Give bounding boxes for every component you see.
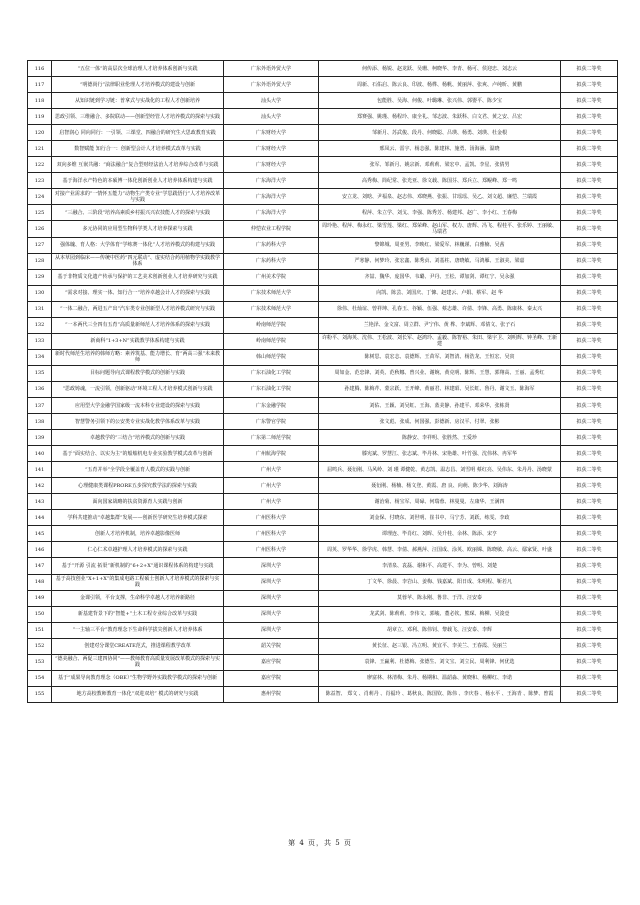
award-level: 拟获二等奖 — [561, 446, 618, 462]
row-number: 151 — [28, 622, 52, 638]
award-level: 拟获二等奖 — [561, 414, 618, 430]
award-level: 拟获二等奖 — [561, 510, 618, 526]
institution-name: 广东财经大学 — [224, 125, 319, 141]
row-number: 136 — [28, 381, 52, 397]
award-level: 拟获二等奖 — [561, 397, 618, 413]
award-level: 拟获二等奖 — [561, 381, 618, 397]
team-members: 胡章立、邓利、陈伟钊、黎载飞、汪安泰、李辉 — [319, 622, 561, 638]
team-members: 向凯、陈芸、刘国庆、丁慷、赵建云、卢娟、蔡军、赵 华 — [319, 285, 561, 301]
award-level: 拟获二等奖 — [561, 606, 618, 622]
institution-name: 广东外语外贸大学 — [224, 61, 319, 77]
achievement-title: “明德尚行”法律职业伦理人才培养模式的建设与创新 — [52, 77, 224, 93]
institution-name: 广东海洋大学 — [224, 173, 319, 189]
institution-name: 广东石油化工学院 — [224, 365, 319, 381]
award-level: 拟获二等奖 — [561, 61, 618, 77]
team-members: 高秀梅、简纪常、张光亚、徐文载、陈国芬、郑兵立、郑鲲峰、郑一鸣 — [319, 173, 561, 189]
achievement-title: “五育并举”全学段全覆盖育人模式的实践与创新 — [52, 462, 224, 478]
achievement-title: 地方高校教师教育一体化“双进双培” 模式的研究与实践 — [52, 686, 224, 702]
team-members: 丁文华、徐晨、李岩山、姜梅、钱嘉斌、阳日成、朱明程、靳若凡 — [319, 574, 561, 590]
achievement-title: 基于非物质文化遗产传承与保护的工艺美术创新创业人才培养研究与实践 — [52, 269, 224, 285]
table-row — [28, 574, 618, 590]
table-row — [28, 494, 618, 510]
award-level: 拟获二等奖 — [561, 430, 618, 446]
row-number: 127 — [28, 237, 52, 253]
table-row — [28, 125, 618, 141]
institution-name: 汕头大学 — [224, 109, 319, 125]
row-number: 118 — [28, 93, 52, 109]
achievement-title: 对接产业需求的“一情怀五能力”动物生产类专业“学思践悟行”人才培养改革与实践 — [52, 189, 224, 205]
team-members: 孙建腾、陈梅芹、蒙宗跃、王开峰、黄丽君、林建昭、吴长虹、鲁丹、谢文玉、陈海军 — [319, 381, 561, 397]
table-row — [28, 109, 618, 125]
table-row — [28, 510, 618, 526]
table-row — [28, 558, 618, 574]
achievement-title: 仁心仁术卓越护理人才培养模式的探索与实践 — [52, 542, 224, 558]
award-list-table-container — [27, 60, 617, 703]
team-members: 兰艳泽、金文富、周立群、尹宁伟、黄 桦、李斌辉、邓倩文、张子石 — [319, 317, 561, 333]
row-number: 139 — [28, 430, 52, 446]
institution-name: 广东石油化工学院 — [224, 381, 319, 397]
institution-name: 韩山师范学院 — [224, 349, 319, 365]
award-level: 拟获二等奖 — [561, 462, 618, 478]
row-number: 121 — [28, 141, 52, 157]
award-level: 拟获二等奖 — [561, 77, 618, 93]
team-members: 莫蓉苹、陈永刚、鲁非、于洋、汪安泰 — [319, 590, 561, 606]
table-row — [28, 301, 618, 317]
team-members: 刘金保、付晓东、刘世明、崔书中、马宁芳、刘跃、练雯、李政 — [319, 510, 561, 526]
table-row — [28, 397, 618, 413]
achievement-title: 基于高技创业“X+1+X”的集成电路工程硕士创新人才培养模式的探索与实践 — [52, 574, 224, 590]
team-members: 滕宪斌、罗慧江、张志斌、毕丹林、宋艳雄、叶竹强、沈伟林、冉军华 — [319, 446, 561, 462]
team-members: 龙武剑、陈莉莉、李伟文、郭峻、董必钦、熊琛、梅柳、吴浚壹 — [319, 606, 561, 622]
achievement-title: “一体二融合，两进五产出”汽车类专业创新型人才培养模式研究与实践 — [52, 301, 224, 317]
row-number: 132 — [28, 317, 52, 333]
achievement-title: 心理健康类课程PRORE五步探究教学法的探索与实践 — [52, 478, 224, 494]
team-members: 李清泉、袁磊、谢和平、高建平、李为、曾明、刘楚 — [319, 558, 561, 574]
row-number: 143 — [28, 494, 52, 510]
team-members: 陈益智、 郑文 、肖莉丹 、肖福玲 、葛秋良、陈国钦、陈伟 、李庆春 、杨水平 、王海青 、陈梦、曾霞 — [319, 686, 561, 702]
table-row — [28, 61, 618, 77]
table-row — [28, 285, 618, 301]
team-members: 周新、石佑启、陈云良、印波、杨桦、杨帆、黄丽萍、张爽、卢纯昕、黄鹏 — [319, 77, 561, 93]
row-number: 140 — [28, 446, 52, 462]
achievement-title: “五位一体”的高层次全球治理人才培养体系创新与实践 — [52, 61, 224, 77]
row-number: 128 — [28, 253, 52, 269]
table-row — [28, 654, 618, 670]
team-members: 张文彪、张成、何国强、彭德新、房汉平、付翠、张彬 — [319, 414, 561, 430]
table-row — [28, 670, 618, 686]
table-row — [28, 526, 618, 542]
table-row — [28, 606, 618, 622]
institution-name: 嘉应学院 — [224, 654, 319, 670]
award-level: 拟获二等奖 — [561, 542, 618, 558]
row-number: 126 — [28, 221, 52, 237]
achievement-title: 目标问题导向式课程教学模式的创新与实践 — [52, 365, 224, 381]
institution-name: 深圳大学 — [224, 590, 319, 606]
team-members: 袁锋、王赢利、杜德梅、张德生、刘文宝、刘立民、周利锋、何优选 — [319, 654, 561, 670]
team-members: 邢凤云、雷宇、杨志强、陈建林、施勇、汤海涵、温晓 — [319, 141, 561, 157]
table-row — [28, 414, 618, 430]
team-members: 谢治菊、杨宝军、周碌、何瑞蓉、林曼曼、左康华、王满四 — [319, 494, 561, 510]
row-number: 141 — [28, 462, 52, 478]
award-level: 拟获二等奖 — [561, 205, 618, 221]
institution-name: 广东药科大学 — [224, 253, 319, 269]
row-number: 130 — [28, 285, 52, 301]
institution-name: 岭南师范学院 — [224, 333, 319, 349]
award-level: 拟获二等奖 — [561, 365, 618, 381]
institution-name: 广东药科大学 — [224, 237, 319, 253]
achievement-title: 新时代师范生培养的韩师方略：素养筑基、能力增长、育“两高三强”未来教师 — [52, 349, 224, 365]
achievement-title: 新基建背景下的“智能+”土木工程专业综合改革与实践 — [52, 606, 224, 622]
row-number: 137 — [28, 397, 52, 413]
institution-name: 广州大学 — [224, 494, 319, 510]
row-number: 125 — [28, 205, 52, 221]
achievement-title: 数智赋能 知行合一：创新型会计人才培养模式改革与实践 — [52, 141, 224, 157]
table-row — [28, 173, 618, 189]
institution-name: 广州医科大学 — [224, 510, 319, 526]
row-number: 122 — [28, 157, 52, 173]
team-members: 何传添、杨锐、赵龙跃、吴珊、柯晓华、李青、杨可、侯迎忠、刘志云 — [319, 61, 561, 77]
table-row — [28, 253, 618, 269]
award-level: 拟获二等奖 — [561, 654, 618, 670]
institution-name: 广东海洋大学 — [224, 189, 319, 205]
team-members: 屈鸣兵、聂衍刚、马风岭、刘 瑾 谭健乾、黄志凯、温志昌、刘雪明 蔡红亮、吴伟东、朱丹丹、汤晓蒙 — [319, 462, 561, 478]
team-members: 周玲艳、程萍、梅永红、梁雪莲、梁红、郑荣峰、赵山军、权力、唐辉、冯飞、程桂平、张乐婷、王丽敏、马瑞君 — [319, 221, 561, 237]
table-row — [28, 462, 618, 478]
row-number: 145 — [28, 526, 52, 542]
institution-name: 韶关学院 — [224, 638, 319, 654]
team-members: 黎锦城、周亚男、李映红、梁爱军、林巍谨、白雅楠、吴茜 — [319, 237, 561, 253]
table-row — [28, 189, 618, 205]
table-row — [28, 542, 618, 558]
team-members: 许粉平、刘海英、沈伟、王松波、刘长军、赵鸿玲、孟毅、陈智裕、朱田、梁宇卫、刘明辉、钟圣峰、王新建 — [319, 333, 561, 349]
award-level: 拟获二等奖 — [561, 558, 618, 574]
page-number: 第 4 页，共 5 页 — [288, 839, 352, 847]
award-level: 拟获二等奖 — [561, 269, 618, 285]
achievement-title: 双向多维 互嵌共融：“商法融合”复合型财经法治人才培养综合改革与实践 — [52, 157, 224, 173]
achievement-title: 思政引领、三维融合、多院联动——创新型经管人才培养模式的探索与实践 — [52, 109, 224, 125]
achievement-title: 基于海洋水产特色的本硕博一体化创新创业人才培养体系构建与实践 — [52, 173, 224, 189]
award-level: 拟获二等奖 — [561, 317, 618, 333]
table-row — [28, 446, 618, 462]
row-number: 116 — [28, 61, 52, 77]
achievement-title: “思政铸魂，一流引领，创新驱动”环境工程人才培养模式创新与实践 — [52, 381, 224, 397]
award-level: 拟获二等奖 — [561, 301, 618, 317]
team-members: 廖富林、林清梅、朱丹、杨期和、温韶淼、黄晓和、杨柳红、李诺 — [319, 670, 561, 686]
achievement-title: “一主轴三平台”教育理念下生命科学拔尖创新人才培养体系 — [52, 622, 224, 638]
award-level: 拟获二等奖 — [561, 478, 618, 494]
award-level: 拟获二等奖 — [561, 253, 618, 269]
institution-name: 广州航海学院 — [224, 446, 319, 462]
achievement-title: “需求对接、理实一体、知行合一”培养卓越会计人才的探索与实践 — [52, 285, 224, 301]
institution-name: 广东技术师范大学 — [224, 285, 319, 301]
award-level: 拟获二等奖 — [561, 157, 618, 173]
award-level: 拟获二等奖 — [561, 622, 618, 638]
institution-name: 广东海洋大学 — [224, 205, 319, 221]
row-number: 148 — [28, 574, 52, 590]
award-level: 拟获二等奖 — [561, 333, 618, 349]
institution-name: 广东技术师范大学 — [224, 301, 319, 317]
table-row — [28, 686, 618, 702]
award-level: 拟获二等奖 — [561, 686, 618, 702]
table-row — [28, 365, 618, 381]
achievement-title: 强体魄、育人格：大学体育“学练赛一体化”人才培养模式的构建与实践 — [52, 237, 224, 253]
award-level: 拟获二等奖 — [561, 349, 618, 365]
team-members: 郑赛强、姚瑾、杨程玲、康全礼、邹志波、朱跃科、白文君、黄之安、吕宏 — [319, 109, 561, 125]
row-number: 120 — [28, 125, 52, 141]
team-members: 齐喆、魏华、庞国华、韦璐、尹丹、王松、谭加剑、谭红宁、吴永强 — [319, 269, 561, 285]
team-members: 刘佑、王颖、刘吴虹、王海、蓝美静、孙建平、邓荣华、张栋贤 — [319, 397, 561, 413]
achievement-title: 从本草园到临床——传统中医药“四元联动”、虚实结合药用植物学实践教学体系 — [52, 253, 224, 269]
row-number: 138 — [28, 414, 52, 430]
institution-name: 广州大学 — [224, 478, 319, 494]
team-members: 陈树思、袁宏志、袁德辉、王苗军、刘智清、杨浩龙、王恒宏、吴寅 — [319, 349, 561, 365]
row-number: 123 — [28, 173, 52, 189]
table-row — [28, 221, 618, 237]
row-number: 155 — [28, 686, 52, 702]
institution-name: 广州医科大学 — [224, 526, 319, 542]
achievement-title: 基于“面实结合、以实为主”的船舶机电专业实验教学模式改革与创新 — [52, 446, 224, 462]
achievement-title: 基于“开源 引流 拓渠”新机制的“6+2+X”通识课程体系的构建与实践 — [52, 558, 224, 574]
achievement-title: 面向国家战略的扶贫资源育人实践与创新 — [52, 494, 224, 510]
institution-name: 惠州学院 — [224, 686, 319, 702]
award-level: 拟获二等奖 — [561, 638, 618, 654]
achievement-title: “一本两代三全四有五育”高质量新师范人才培养体系的探索与实践 — [52, 317, 224, 333]
institution-name: 广东第二师范学院 — [224, 430, 319, 446]
table-row — [28, 77, 618, 93]
award-level: 拟获二等奖 — [561, 285, 618, 301]
row-number: 144 — [28, 510, 52, 526]
table-row — [28, 381, 618, 397]
award-level: 拟获二等奖 — [561, 574, 618, 590]
row-number: 129 — [28, 269, 52, 285]
team-members: 张军、邹新月、姚宗新、邓莉莉、梁宏中、孟凯、李星、张倩男 — [319, 157, 561, 173]
row-number: 154 — [28, 670, 52, 686]
award-level: 拟获二等奖 — [561, 109, 618, 125]
table-row — [28, 93, 618, 109]
team-members: 安立龙、刘晗、尹福泉、赵志伟、邓晓燕、张振、甘瑶瑶、吴乙、刘文超、廉恺、兰瑞霞 — [319, 189, 561, 205]
table-row — [28, 317, 618, 333]
row-number: 134 — [28, 349, 52, 365]
row-number: 117 — [28, 77, 52, 93]
achievement-title: 金课引领，平台支撑，生命科学卓越人才培养新路径 — [52, 590, 224, 606]
achievement-title: 从知识链到学习链：普拿式与实战化的工程人才创新培养 — [52, 93, 224, 109]
row-number: 150 — [28, 606, 52, 622]
table-row — [28, 590, 618, 606]
team-members: 程萍、朱立学、刘戈、李强、陈秀芳、杨建邦、赵广、李小红、王春梅 — [319, 205, 561, 221]
row-number: 135 — [28, 365, 52, 381]
table-row — [28, 430, 618, 446]
award-level: 拟获二等奖 — [561, 526, 618, 542]
row-number: 153 — [28, 654, 52, 670]
row-number: 124 — [28, 189, 52, 205]
award-level: 拟获二等奖 — [561, 221, 618, 237]
institution-name: 深圳大学 — [224, 606, 319, 622]
team-members: 包能胜、吴海、何俊、叶璐琳、张兴伟、郭婴平、陈少宝 — [319, 93, 561, 109]
table-row — [28, 157, 618, 173]
institution-name: 深圳大学 — [224, 558, 319, 574]
award-level: 拟获二等奖 — [561, 173, 618, 189]
award-level: 拟获二等奖 — [561, 141, 618, 157]
team-members: 黄长征、赵三银、冯立明、黄宜平、李美兰、王春霞、吴丽兰 — [319, 638, 561, 654]
achievement-title: “德美融合、两促三建四协同”——教师教育高质量发展改革模式的探索与实践 — [52, 654, 224, 670]
team-members: 徐伟、杜灿谊、曾祥坤、孔春玉、谷颖、伍强、蔡志雄、许倩、李锋、高勇、陈康林、秦太兴 — [319, 301, 561, 317]
achievement-title: 创新人才培养机制，培养卓越影像医师 — [52, 526, 224, 542]
achievement-title: 智慧警务引领下的公安类专业实战化教学体系改革与实践 — [52, 414, 224, 430]
table-row — [28, 333, 618, 349]
institution-name: 广东警官学院 — [224, 414, 319, 430]
team-members: 聂衍刚、杨楠、杨文登、黄霞、唐 良、向萌、陈少华、刘海涛 — [319, 478, 561, 494]
achievement-title: 创建对分课堂CREATE范式，推进课程教学改革 — [52, 638, 224, 654]
team-members: 周英、罗华华、徐学虎、韩慧、李倩、郝燕萍、汪国成、涂英、欧丽嫦、陈晓敏、高云、鄢家贤、叶盛 — [319, 542, 561, 558]
row-number: 146 — [28, 542, 52, 558]
institution-name: 深圳大学 — [224, 574, 319, 590]
row-number: 152 — [28, 638, 52, 654]
institution-name: 广州医科大学 — [224, 542, 319, 558]
table-row — [28, 638, 618, 654]
table-row — [28, 237, 618, 253]
team-members: 邹新月、苏武俊、段丹、何晓聪、吕瑛、杨勇、刘瑛、杜金根 — [319, 125, 561, 141]
institution-name: 汕头大学 — [224, 93, 319, 109]
institution-name: 广东财经大学 — [224, 157, 319, 173]
team-members: 陈静安、李祥明、张胜然、王爱珍 — [319, 430, 561, 446]
achievement-title: 启智润心 同向同行：一引领、三课堂、四融合的研究生大思政教育实践 — [52, 125, 224, 141]
award-level: 拟获二等奖 — [561, 590, 618, 606]
achievement-title: 基于“成果导向教育理念（OBE）”生物学野外实践教学模式的探索与创新 — [52, 670, 224, 686]
award-list-table — [27, 60, 618, 703]
table-row — [28, 622, 618, 638]
row-number: 133 — [28, 333, 52, 349]
institution-name: 广东金融学院 — [224, 397, 319, 413]
row-number: 142 — [28, 478, 52, 494]
achievement-title: 应用型大学金融学国家级一流本科专业建设的探索与实践 — [52, 397, 224, 413]
award-level: 拟获二等奖 — [561, 125, 618, 141]
table-row — [28, 478, 618, 494]
table-row — [28, 349, 618, 365]
row-number: 131 — [28, 301, 52, 317]
institution-name: 广东外语外贸大学 — [224, 77, 319, 93]
institution-name: 广州美术学院 — [224, 269, 319, 285]
table-row — [28, 269, 618, 285]
row-number: 119 — [28, 109, 52, 125]
award-level: 拟获二等奖 — [561, 93, 618, 109]
row-number: 149 — [28, 590, 52, 606]
award-level: 拟获二等奖 — [561, 494, 618, 510]
table-row — [28, 141, 618, 157]
achievement-title: 卓越教学的“三结合”培养模式的创新与实践 — [52, 430, 224, 446]
institution-name: 广东财经大学 — [224, 141, 319, 157]
achievement-title: 多元协同的应用型生物科学类人才培养探索与实践 — [52, 221, 224, 237]
award-level: 拟获二等奖 — [561, 189, 618, 205]
institution-name: 仲恺农业工程学院 — [224, 221, 319, 237]
team-members: 周如金、范忠锋、刘英、范秋娜、曾兴业、谢婉、黄克明、陈辉、王慧、郭翔高、王丽、孟秀红 — [319, 365, 561, 381]
achievement-title: “三融合、三阶段”培养高素质乡村振兴兴农技能人才的探索与实践 — [52, 205, 224, 221]
award-list-body — [28, 61, 618, 703]
achievement-title: 新商科“1+3+N”实践教学体系构建与实践 — [52, 333, 224, 349]
award-level: 拟获二等奖 — [561, 670, 618, 686]
institution-name: 岭南师范学院 — [224, 317, 319, 333]
table-row — [28, 205, 618, 221]
institution-name: 广州大学 — [224, 462, 319, 478]
row-number: 147 — [28, 558, 52, 574]
achievement-title: 学科共建推动“卓越集群”发展——创新医学研究生培养模式探索 — [52, 510, 224, 526]
institution-name: 深圳大学 — [224, 622, 319, 638]
team-members: 严寒静、何梦玲、张宏鑫、陈秀贞、刘基柱、唐晓敏、马鸿雁、王淑美、梁嘉 — [319, 253, 561, 269]
award-level: 拟获二等奖 — [561, 237, 618, 253]
team-members: 谭理连、毕肖红、刘晖、吴升桂、余林、陈添、宋亨 — [319, 526, 561, 542]
institution-name: 嘉应学院 — [224, 670, 319, 686]
